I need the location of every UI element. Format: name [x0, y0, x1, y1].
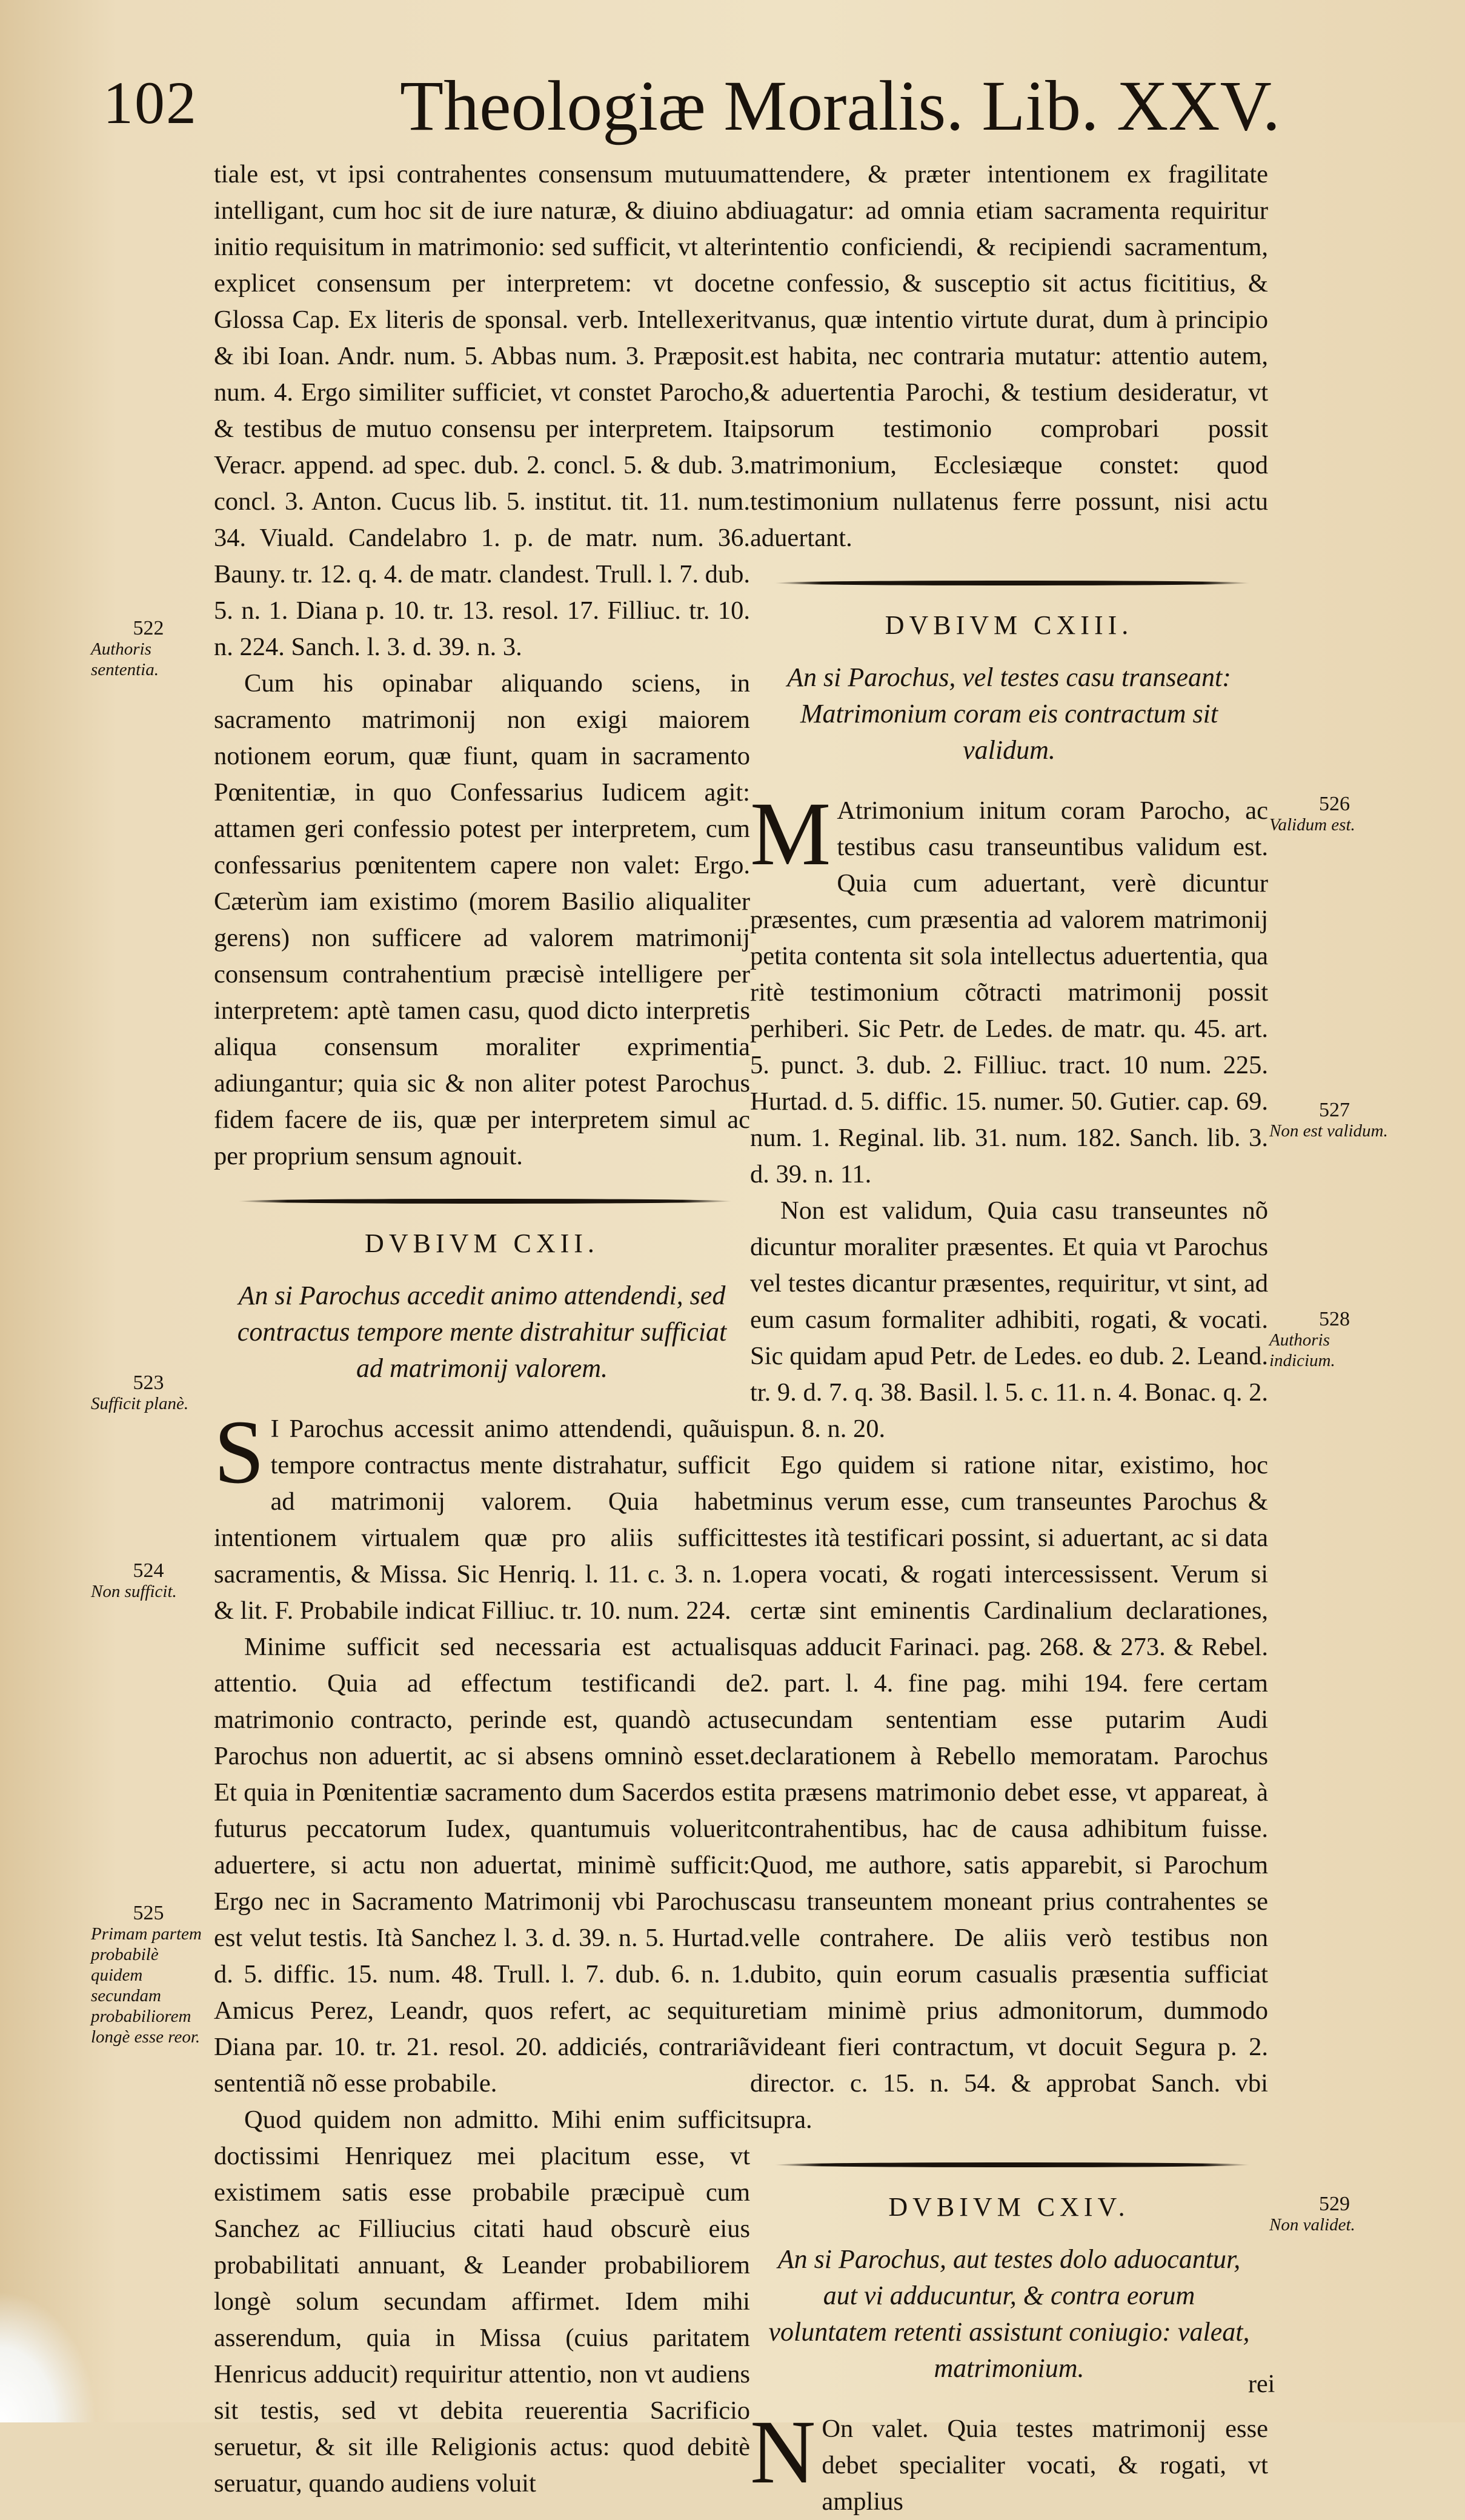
- paragraph: Minime sufficit sed necessaria est actualis attentio. Quia ad effectum testificandi de matrimonio contracto, perinde est, quandò actu Parochus non aduertit, ac si absens omninò esset. Et quia in Pœnitentiæ sacramento dum Sacerdos est futurus peccatorum Iudex, quantumuis voluerit aduertere, si actu non aduertat, minimè sufficit: Ergo nec in Sacramento Matrimonij vbi Parochus est velut testis. Ità Sanchez l. 3. d. 39. n. 5. Hurtad. d. 5. diffic. 15. num. 48. Trull. l. 7. dub. 6. n. 1. Amicus Perez, Leandr, quos refert, ac sequitur Diana par. 10. tr. 21. resol. 20. addiciés, contrariã sententiã nõ esse probabile.: [214, 1633, 750, 2098]
- marginal-number: 523: [133, 1372, 164, 1394]
- marginal-note: [91, 1373, 206, 1414]
- paragraph-text: I Parochus accessit animo attendendi, quãuis tempore contractus mente distrahatur, sufficit ad matrimonij valorem. Quia habet intentionem virtualem quæ pro aliis sufficit sacramentis, & Missa. Sic Henriq. l. 11. c. 3. n. 1. & lit. F. Probabile indicat Filliuc. tr. 10. num. 224.: [214, 1415, 750, 1625]
- dubium-heading: DVBIVM CXIII.: [885, 610, 1134, 640]
- right-column: [750, 156, 1268, 2520]
- marginal-text: Authoris sententia.: [91, 639, 159, 679]
- paragraph-text: On valet. Quia testes matrimonij esse debet specialiter vocati, & rogati, vt amplius: [822, 2415, 1268, 2516]
- marginal-text: Primam partem probabilè quidem secundam probabiliorem longè esse reor.: [91, 1924, 202, 2047]
- marginal-text: Non sufficit.: [91, 1582, 177, 1601]
- paragraph: Ego quidem si ratione nitar, existimo, hoc minus verum esse, cum transeuntes Parochus & testes ità testificari possint, si aduertant, ac si data opera vocati, & rogati intercessissent. Verum si certæ sint eminentis Cardinalium declarationes, quas adducit Farinaci. pag. 268. & 273. & Rebel. 2. part. l. 4. fine pag. mihi 194. fere certam secundam sententiam esse putarim Audi declarationem à Rebello memoratam. Parochus ita præsens matrimonio debet esse, vt appareat, à contrahentibus, hac de causa adhibitum fuisse. Quod, me authore, satis apparebit, si Parochum casu transeuntem moneant prius contrahentes se velle contrahere. De aliis verò testibus non dubito, quin eorum casualis præsentia sufficiat etiam minimè prius admonitorum, dummodo videant fieri contractum, vt docuit Segura p. 2. director. c. 15. n. 54. & approbat Sanch. vbi supra.: [750, 1451, 1268, 2134]
- paragraph: [214, 1402, 750, 1629]
- marginal-text: Authoris indicium.: [1269, 1330, 1335, 1370]
- marginal-note: [91, 618, 206, 680]
- divider: [238, 1199, 732, 1204]
- marginal-text: Validum est.: [1269, 815, 1355, 835]
- paragraph: Quod quidem non admitto. Mihi enim sufficit doctissimi Henriquez mei placitum esse, vt existimem satis esse probabile præcipuè cum Sanchez ac Filliucius citati haud obscurè eius probabilitati annuant, & Leander probabiliorem longè solum secundam affirmet. Idem mihi asserendum, quia in Missa (cuius paritatem Henricus adducit) requiritur attentio, non vt audiens sit testis, sed vt debita reuerentia Sacrificio seruetur, & sit ille Religionis actus: quod debitè seruatur, quando audiens voluit: [214, 2105, 750, 2498]
- marginal-number: 522: [133, 617, 164, 639]
- marginal-note: [1269, 1100, 1400, 1141]
- paragraph: tiale est, vt ipsi contrahentes consensum mutuum intelligant, cum hoc sit de iure naturæ, & diuino ab initio requisitum in matrimonio: sed sufficit, vt alter explicet consensum per interpretem: vt docet Glossa Cap. Ex literis de sponsal. verb. Intellexerit & ibi Ioan. Andr. num. 5. Abbas num. 3. Præposit. num. 4. Ergo similiter sufficiet, vt constet Parocho, & testibus de mutuo consensu per interpretem. Ita Veracr. append. ad spec. dub. 2. concl. 5. & dub. 3. concl. 3. Anton. Cucus lib. 5. institut. tit. 11. num. 34. Viuald. Candelabro 1. p. de matr. num. 36. Bauny. tr. 12. q. 4. de matr. clandest. Trull. l. 7. dub. 5. n. 1. Diana p. 10. tr. 13. resol. 17. Filliuc. tr. 10. n. 224. Sanch. l. 3. d. 39. n. 3.: [214, 160, 750, 661]
- dubium-question: An si Parochus accedit animo attendendi, sed contractus tempore mente distrahitur sufficiat ad matrimonij valorem.: [237, 1281, 727, 1383]
- drop-cap: M: [750, 784, 831, 884]
- marginal-number: 529: [1319, 2193, 1350, 2215]
- page-number: 102: [103, 69, 198, 136]
- divider: [774, 2162, 1250, 2167]
- marginal-note: [91, 1561, 206, 1602]
- catchword: rei: [1248, 2370, 1275, 2398]
- dubium-question: An si Parochus, vel testes casu transeant: Matrimonium coram eis contractum sit validum.: [787, 662, 1231, 765]
- marginal-text: Sufficit planè.: [91, 1394, 189, 1413]
- paragraph: [750, 784, 1268, 1193]
- marginal-number: 525: [133, 1902, 164, 1924]
- paragraph: [750, 2402, 1268, 2520]
- marginal-number: 528: [1319, 1308, 1350, 1330]
- marginal-note: [1269, 1309, 1400, 1371]
- drop-cap: N: [750, 2402, 816, 2502]
- page-header: [103, 67, 1436, 158]
- dubium-heading: DVBIVM CXIV.: [888, 2192, 1130, 2222]
- paragraph: attendere, & præter intentionem ex fragilitate diuagatur: ad omnia etiam sacramenta requiritur intentio conficiendi, & recipiendi sacramentum, ne confessio, & susceptio sit actus ficititius, & vanus, quæ intentio virtute durat, dum à principio est habita, nec contraria mutatur: attentio autem, & aduertentia Parochi, & testium desideratur, vt ipsorum testimonio comprobari possit matrimonium, Ecclesiæque constet: quod testimonium nullatenus ferre possunt, nisi actu aduertant.: [750, 160, 1268, 552]
- drop-cap: S: [214, 1402, 265, 1502]
- paragraph: Non est validum, Quia casu transeuntes nõ dicuntur moraliter præsentes. Et quia vt Parochus vel testes dicantur præsentes, requiritur, vt sint, ad eum casum formaliter adhibiti, rogati, & vocati. Sic quidam apud Petr. de Ledes. eo dub. 2. Leand. tr. 9. d. 7. q. 38. Basil. l. 5. c. 11. n. 4. Bonac. q. 2. pun. 8. n. 20.: [750, 1196, 1268, 1443]
- page-stain: [0, 2291, 97, 2422]
- marginal-text: Non validet.: [1269, 2215, 1355, 2235]
- marginal-note: [1269, 2194, 1400, 2235]
- paragraph: Cum his opinabar aliquando sciens, in sacramento matrimonij non exigi maiorem notionem eorum, quæ fiunt, quam in sacramento Pœnitentiæ, in quo Confessarius Iudicem agit: attamen geri confessio potest per interpretem, cum confessarius pœnitentem capere non valet: Ergo. Cæterùm iam existimo (morem Basilio aliqualiter gerens) non sufficere ad valorem matrimonij consensum contrahentium præcisè intelligere per interpretem: aptè tamen casu, quod dicto interpretis aliqua consensum moraliter exprimentia adiungantur; quia sic & non aliter potest Parochus fidem facere de iis, quæ per interpretem simul ac per proprium sensum agnouit.: [214, 669, 750, 1170]
- dubium-heading: DVBIVM CXII.: [365, 1228, 599, 1258]
- marginal-note: [91, 1903, 206, 2047]
- dubium-question: An si Parochus, aut testes dolo aduocantur, aut vi adducuntur, & contra eorum voluntatem retenti assistunt coniugio: valeat, matrimonium.: [768, 2244, 1250, 2383]
- marginal-text: Non est validum.: [1269, 1121, 1388, 1141]
- running-head: Theologiæ Moralis. Lib. XXV.: [400, 66, 1281, 145]
- divider: [774, 581, 1250, 585]
- marginal-number: 524: [133, 1559, 164, 1582]
- marginal-note: [1269, 794, 1400, 835]
- left-column: [214, 156, 750, 2502]
- marginal-number: 526: [1319, 793, 1350, 815]
- marginal-number: 527: [1319, 1099, 1350, 1121]
- paragraph-text: Atrimonium initum coram Parocho, ac testibus casu transeuntibus validum est. Quia cum aduertant, verè dicuntur præsentes, cum præsentia ad valorem matrimonij petita contenta sit sola intellectus aduertentia, qua ritè testimonium cõtracti matrimonij possit perhiberi. Sic Petr. de Ledes. de matr. qu. 45. art. 5. punct. 3. dub. 2. Filliuc. tract. 10 num. 225. Hurtad. d. 5. diffic. 15. numer. 50. Gutier. cap. 69. num. 1. Reginal. lib. 31. num. 182. Sanch. lib. 3. d. 39. n. 11.: [750, 796, 1268, 1188]
